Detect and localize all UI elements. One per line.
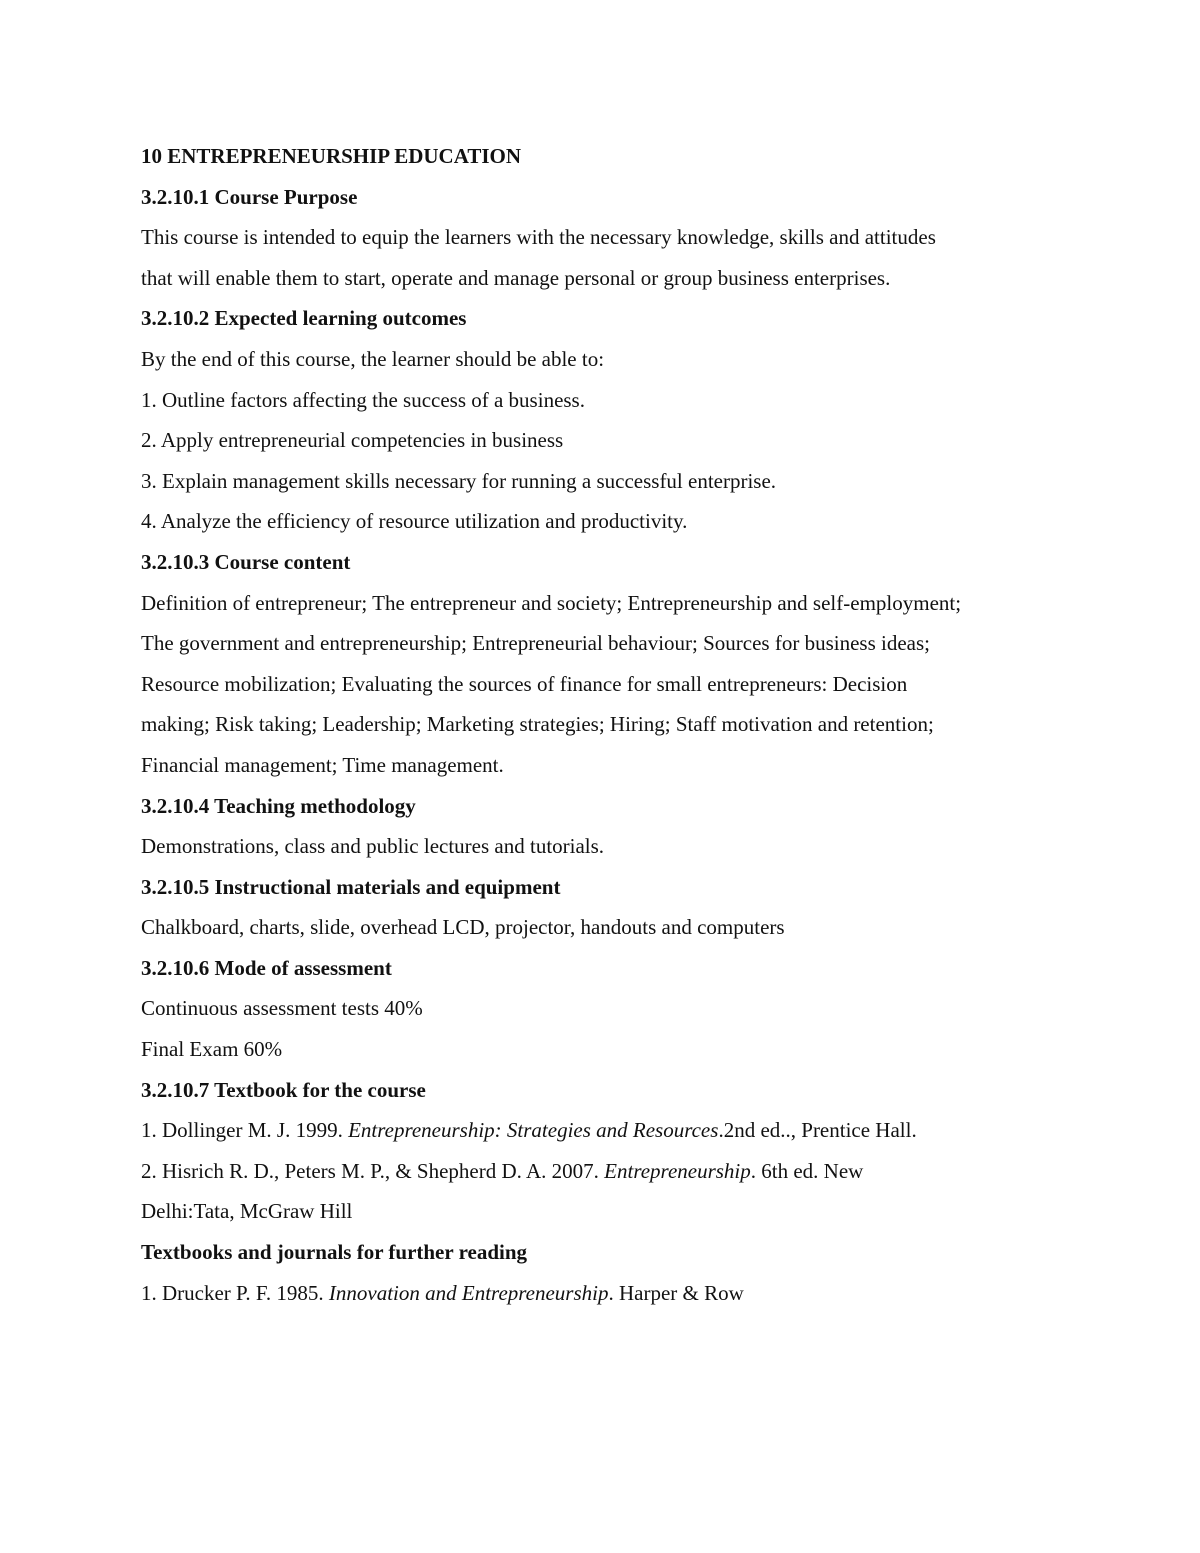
textbook-reference-1 [141,1110,1059,1151]
reference-suffix: . 6th ed. New [750,1158,864,1183]
textbook-heading: 3.2.10.7 Textbook for the course [141,1077,426,1102]
content-line-3: making; Risk taking; Leadership; Marketing strategies; Hiring; Staff motivation and retention; [141,712,934,737]
content-line-2: Resource mobilization; Evaluating the sources of finance for small entrepreneurs: Decision [141,671,908,696]
assessment-heading: 3.2.10.6 Mode of assessment [141,955,392,980]
materials-text: Chalkboard, charts, slide, overhead LCD, projector, handouts and computers [141,915,785,940]
outcome-item: 1. Outline factors affecting the success of a business. [141,387,585,412]
further-reading-heading: Textbooks and journals for further reading [141,1240,528,1265]
methodology-text: Demonstrations, class and public lectures and tutorials. [141,834,605,859]
document-page [141,136,1059,1313]
content-paragraph-1: Definition of entrepreneur; The entrepreneur and society; Entrepreneurship and self-employment; [141,590,962,615]
materials-heading: 3.2.10.5 Instructional materials and equipment [141,874,561,899]
outcome-item: 2. Apply entrepreneurial competencies in business [141,428,564,453]
methodology-heading: 3.2.10.4 Teaching methodology [141,793,416,818]
reference-suffix: .2nd ed.., Prentice Hall. [718,1118,917,1143]
textbook-reference-2 [141,1151,1059,1192]
reference-title: Innovation and Entrepreneurship [328,1280,609,1305]
outcome-item: 3. Explain management skills necessary for running a successful enterprise. [141,468,777,493]
reference-prefix: 1. Dollinger M. J. 1999. [141,1118,349,1143]
document-title: 10 ENTREPRENEURSHIP EDUCATION [141,144,521,168]
outcomes-intro: By the end of this course, the learner should be able to: [141,346,605,371]
reference-prefix: 2. Hisrich R. D., Peters M. P., & Shepherd D. A. 2007. [141,1158,605,1183]
content-line-1: The government and entrepreneurship; Entrepreneurial behaviour; Sources for business ideas; [141,631,930,656]
further-reading-reference-1 [141,1273,1059,1314]
purpose-text-line-1: This course is intended to equip the learners with the necessary knowledge, skills and attitudes [141,225,936,250]
outcomes-heading: 3.2.10.2 Expected learning outcomes [141,306,467,331]
assessment-line-1: Continuous assessment tests 40% [141,996,423,1021]
reference-suffix: . Harper & Row [608,1280,744,1305]
reference-title: Entrepreneurship [604,1158,751,1183]
outcome-item: 4. Analyze the efficiency of resource utilization and productivity. [141,509,688,534]
reference-title: Entrepreneurship: Strategies and Resources [348,1118,719,1143]
textbook-reference-2-continued: Delhi:Tata, McGraw Hill [141,1199,353,1224]
purpose-heading: 3.2.10.1 Course Purpose [141,184,358,209]
assessment-line-2: Final Exam 60% [141,1037,283,1062]
purpose-text-line-2: that will enable them to start, operate and manage personal or group business enterprises. [141,265,891,290]
content-heading: 3.2.10.3 Course content [141,549,351,574]
reference-prefix: 1. Drucker P. F. 1985. [141,1280,329,1305]
content-line-4: Financial management; Time management. [141,752,504,777]
